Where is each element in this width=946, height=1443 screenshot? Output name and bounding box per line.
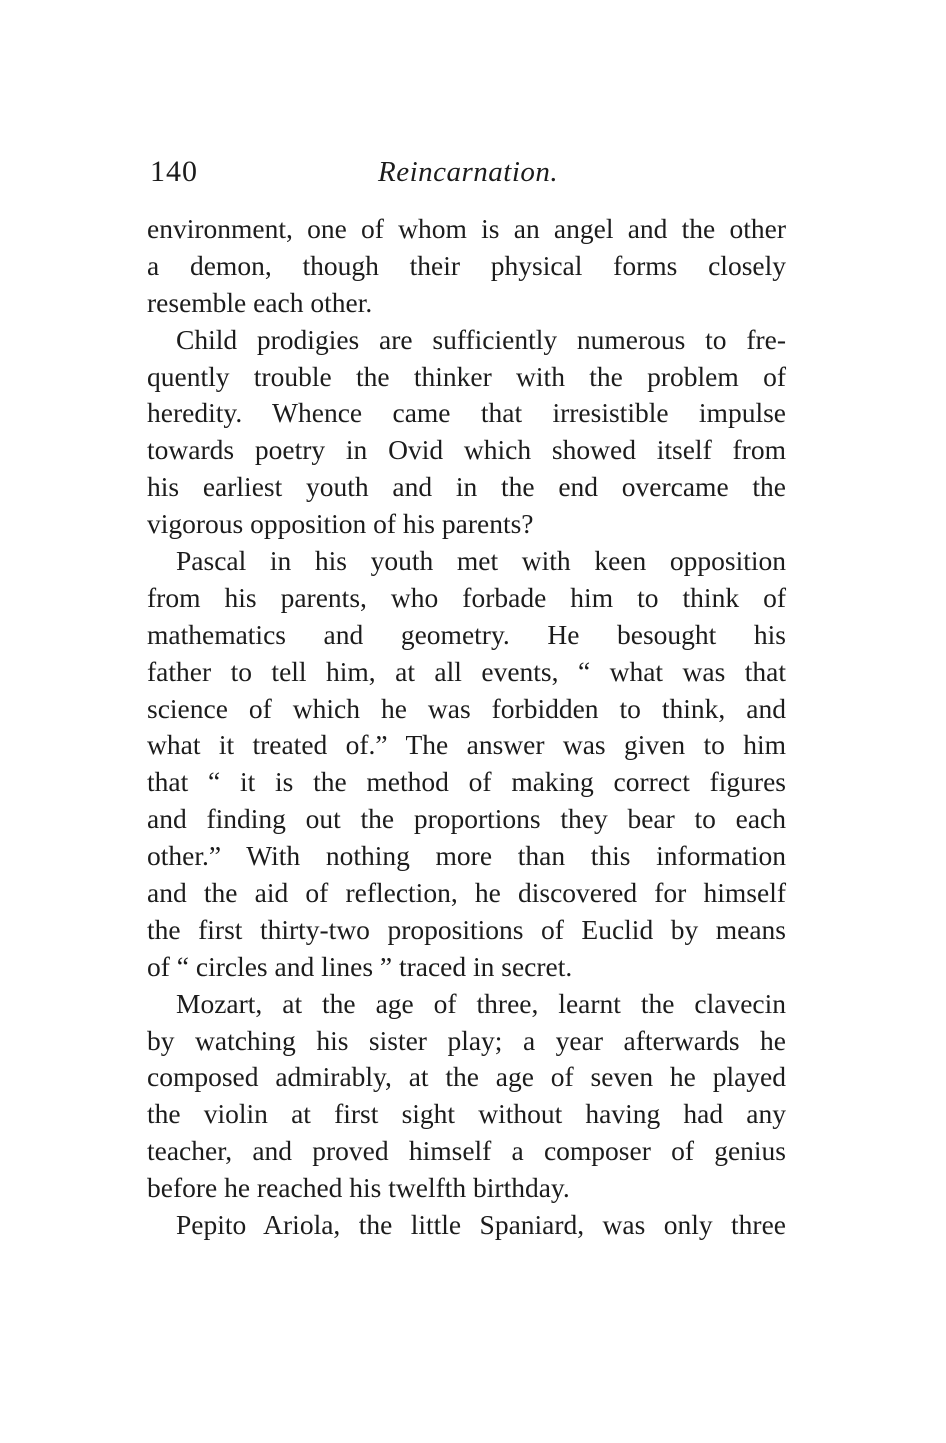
running-head	[150, 150, 786, 194]
paragraph	[147, 1207, 786, 1244]
paragraph	[147, 322, 786, 543]
text-line: father to tell him, at all events, “ what was that	[147, 655, 786, 687]
text-line: Mozart, at the age of three, learnt the clavecin	[176, 987, 786, 1019]
text-line: composed admirably, at the age of seven he played	[147, 1061, 786, 1093]
paragraph	[147, 543, 786, 986]
text-line: Pepito Ariola, the little Spaniard, was only three	[176, 1209, 786, 1241]
text-line: the first thirty-two propositions of Euclid by means	[147, 913, 786, 945]
text-line: his earliest youth and in the end overcame the	[147, 471, 786, 503]
text-line: that “ it is the method of making correct figures	[147, 766, 786, 798]
page-number: 140	[150, 155, 198, 188]
text-line: of “ circles and lines ” traced in secret.	[147, 950, 573, 982]
text-line: science of which he was forbidden to think, and	[147, 692, 786, 724]
text-line: a demon, though their physical forms closely	[147, 249, 786, 281]
text-line: heredity. Whence came that irresistible impulse	[147, 397, 786, 429]
text-line: resemble each other.	[147, 286, 373, 318]
text-line: Pascal in his youth met with keen opposition	[176, 545, 786, 577]
text-line: the violin at first sight without having had any	[147, 1098, 786, 1130]
paragraph	[147, 211, 786, 322]
text-line: Child prodigies are sufficiently numerous to fre-	[176, 323, 786, 355]
body-text	[147, 211, 786, 1244]
text-line: before he reached his twelfth birthday.	[147, 1172, 570, 1204]
text-line: other.” With nothing more than this information	[147, 840, 786, 872]
running-title: Reincarnation.	[378, 156, 559, 188]
text-line: teacher, and proved himself a composer of genius	[147, 1135, 786, 1167]
text-line: towards poetry in Ovid which showed itself from	[147, 434, 786, 466]
text-line: and the aid of reflection, he discovered for himself	[147, 877, 786, 909]
text-line: environment, one of whom is an angel and the other	[147, 213, 786, 244]
text-line: by watching his sister play; a year afterwards he	[147, 1024, 786, 1056]
text-line: and finding out the proportions they bear to each	[147, 803, 786, 835]
text-line: vigorous opposition of his parents?	[147, 508, 534, 540]
text-line: what it treated of.” The answer was given to him	[147, 729, 786, 761]
text-line: mathematics and geometry. He besought his	[147, 618, 786, 650]
text-line: quently trouble the thinker with the problem of	[147, 360, 786, 392]
paragraph	[147, 986, 786, 1207]
text-line: from his parents, who forbade him to think of	[147, 581, 786, 613]
